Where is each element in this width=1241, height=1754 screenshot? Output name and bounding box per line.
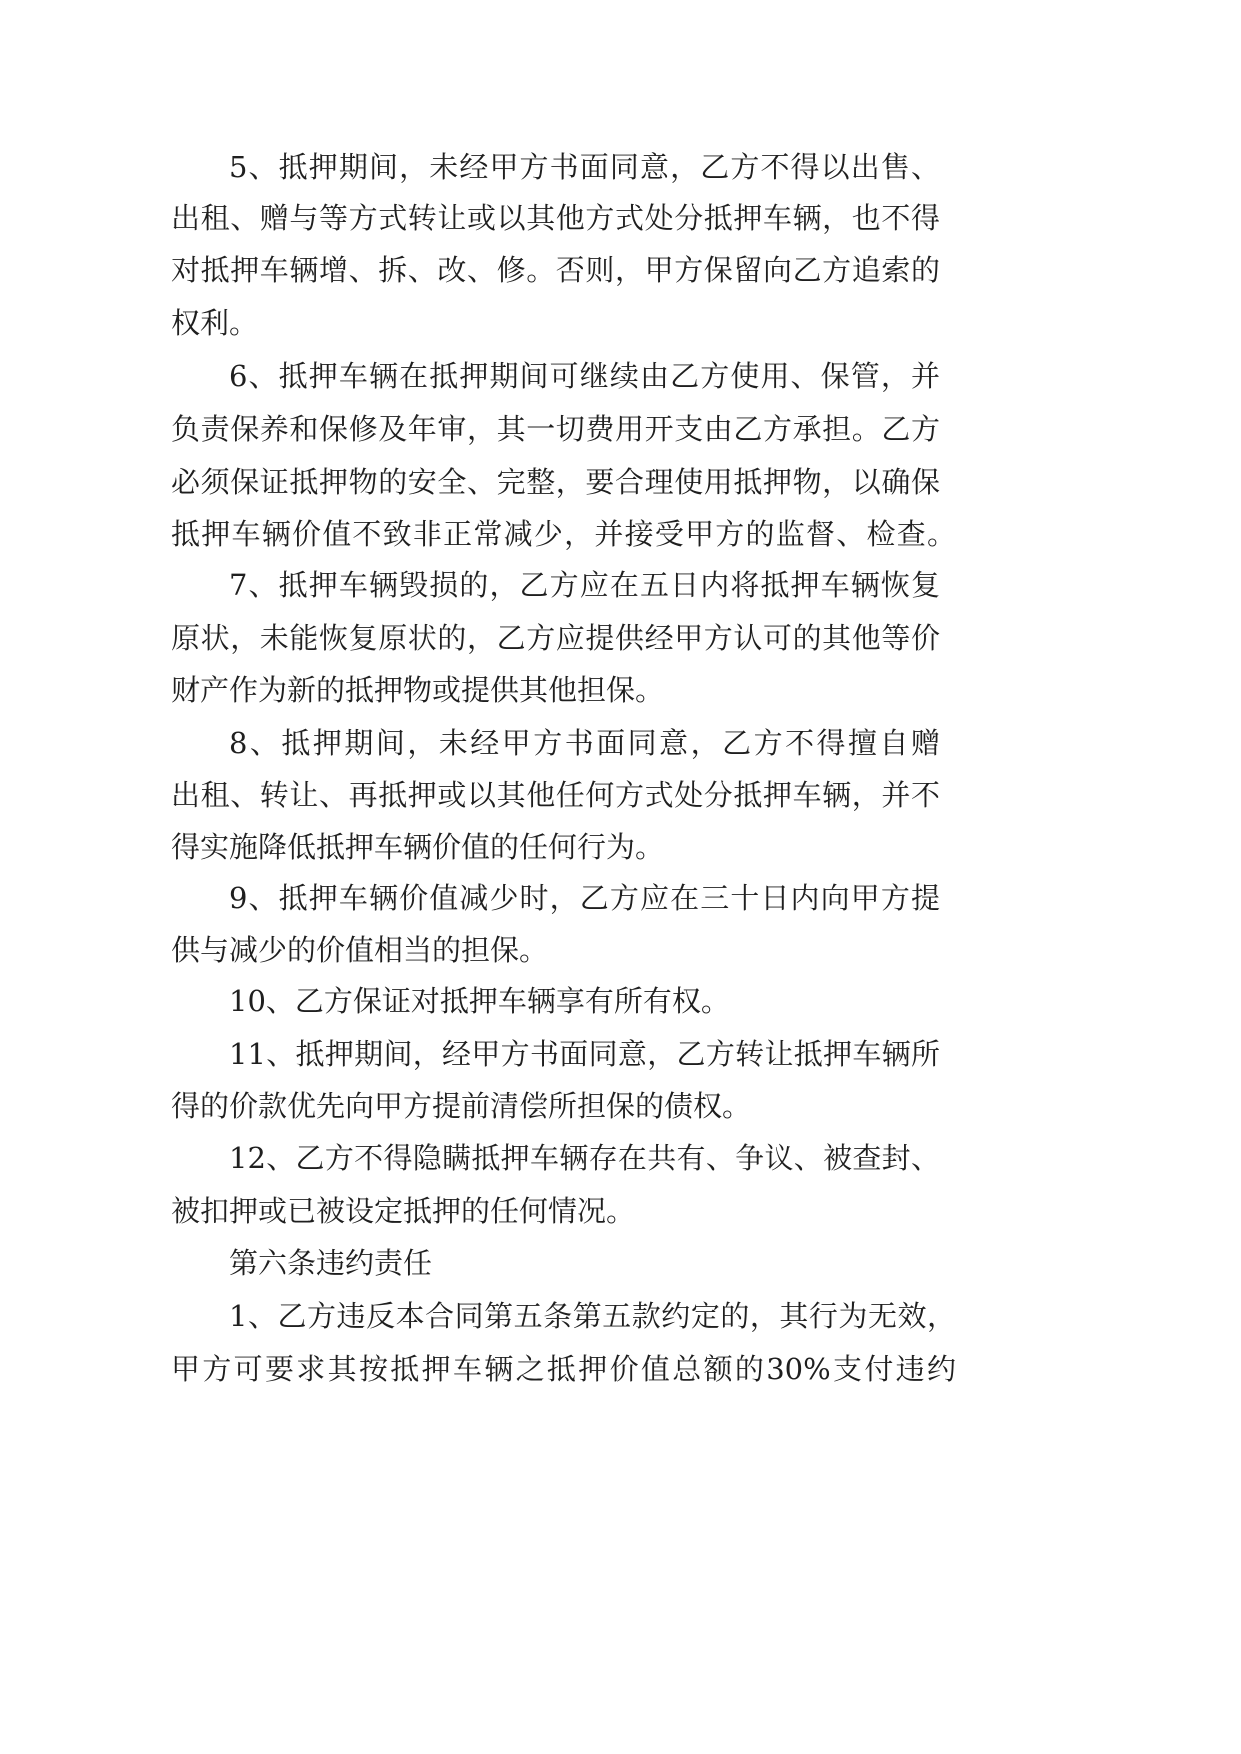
text-line: 5、抵押期间，未经甲方书面同意，乙方不得以出售、: [229, 150, 940, 184]
text-line: 7、抵押车辆毁损的，乙方应在五日内将抵押车辆恢复: [229, 568, 940, 602]
text-line: 负责保养和保修及年审，其一切费用开支由乙方承担。乙方: [171, 412, 940, 446]
text-line: 10、乙方保证对抵押车辆享有所有权。: [229, 984, 730, 1018]
text-line: 1、乙方违反本合同第五条第五款约定的，其行为无效，: [229, 1299, 956, 1333]
text-line: 甲方可要求其按抵押车辆之抵押价值总额的30%支付违约: [171, 1352, 956, 1386]
text-line: 11、抵押期间，经甲方书面同意，乙方转让抵押车辆所: [229, 1037, 940, 1071]
text-line: 得实施降低抵押车辆价值的任何行为。: [171, 830, 665, 864]
text-line: 对抵押车辆增、拆、改、修。否则，甲方保留向乙方追索的: [171, 253, 940, 287]
text-line: 权利。: [171, 306, 259, 340]
text-line: 6、抵押车辆在抵押期间可继续由乙方使用、保管，并: [229, 359, 940, 393]
text-line: 原状，未能恢复原状的，乙方应提供经甲方认可的其他等价: [171, 621, 940, 655]
text-line: 供与减少的价值相当的担保。: [171, 933, 549, 967]
text-line: 第六条违约责任: [229, 1246, 433, 1280]
text-line: 出租、转让、再抵押或以其他任何方式处分抵押车辆，并不: [171, 778, 940, 812]
text-line: 9、抵押车辆价值减少时，乙方应在三十日内向甲方提: [229, 881, 940, 915]
text-line: 抵押车辆价值不致非正常减少，并接受甲方的监督、检查。: [171, 517, 956, 551]
text-line: 得的价款优先向甲方提前清偿所担保的债权。: [171, 1089, 752, 1123]
text-line: 财产作为新的抵押物或提供其他担保。: [171, 673, 665, 707]
text-line: 出租、赠与等方式转让或以其他方式处分抵押车辆，也不得: [171, 201, 940, 235]
text-line: 被扣押或已被设定抵押的任何情况。: [171, 1194, 636, 1228]
text-line: 8、抵押期间，未经甲方书面同意，乙方不得擅自赠: [229, 726, 940, 760]
text-line: 必须保证抵押物的安全、完整，要合理使用抵押物，以确保: [171, 465, 940, 499]
text-line: 12、乙方不得隐瞒抵押车辆存在共有、争议、被查封、: [229, 1141, 940, 1175]
